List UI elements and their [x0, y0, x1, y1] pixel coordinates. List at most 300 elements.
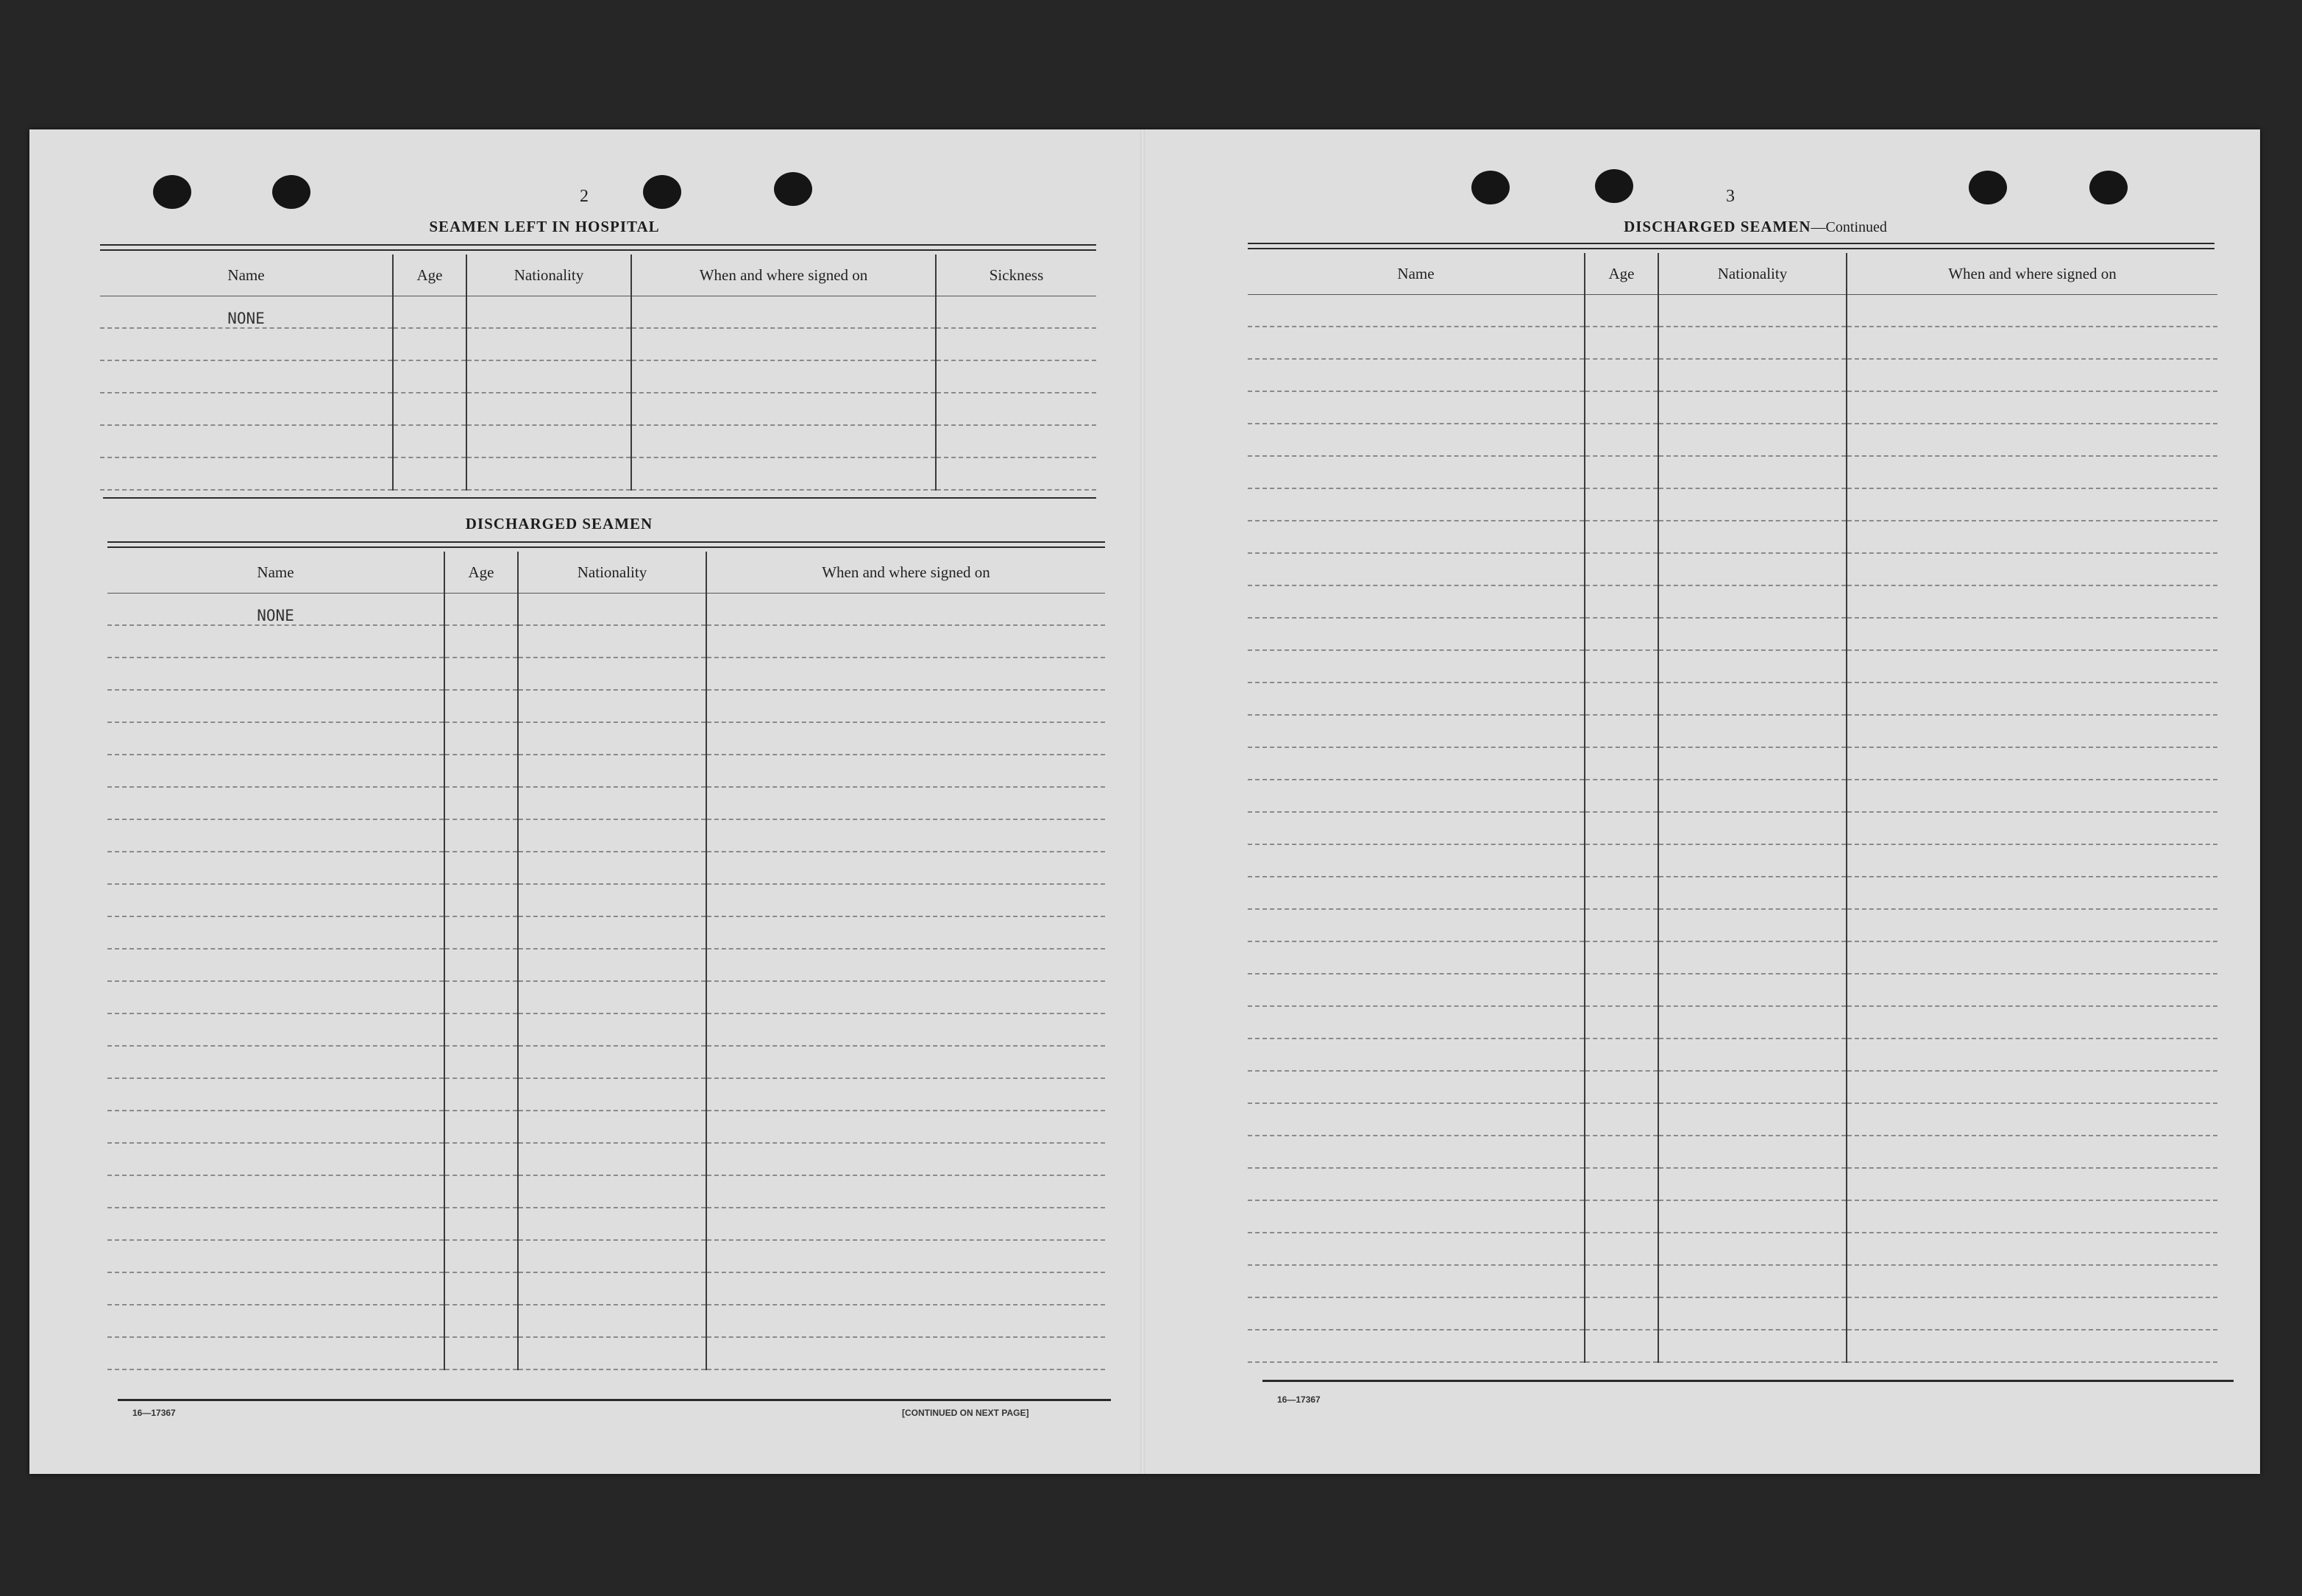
table-cell — [518, 819, 706, 852]
table-cell — [1658, 1071, 1847, 1103]
table-cell — [1585, 618, 1658, 650]
table-cell — [1248, 780, 1585, 812]
bottom-rule — [1262, 1380, 2234, 1382]
table-cell — [1658, 877, 1847, 909]
table-cell — [706, 1078, 1105, 1111]
table-cell — [1248, 553, 1585, 585]
table-cell — [1585, 1330, 1658, 1362]
table-cell — [107, 1111, 444, 1143]
table-cell — [1658, 456, 1847, 488]
table-cell — [1658, 553, 1847, 585]
table-cell — [936, 457, 1096, 490]
table-cell — [518, 1305, 706, 1337]
table-cell — [1248, 941, 1585, 974]
table-row — [1248, 715, 2217, 747]
table-cell — [1585, 327, 1658, 359]
table-cell — [100, 425, 393, 457]
table-row — [1248, 1200, 2217, 1233]
table-cell — [444, 1175, 518, 1208]
table-cell — [444, 787, 518, 819]
table-cell — [107, 625, 444, 658]
table-cell — [1847, 488, 2217, 521]
table-cell — [1248, 1006, 1585, 1039]
table-row — [1248, 1103, 2217, 1136]
table-cell — [1847, 391, 2217, 424]
table-cell — [1658, 1168, 1847, 1200]
page-number: 3 — [1726, 187, 1735, 206]
discharged-continued-table — [1248, 253, 2217, 1363]
table-row — [107, 755, 1105, 787]
punch-hole — [1595, 169, 1633, 203]
table-row — [107, 625, 1105, 658]
table-cell — [1658, 974, 1847, 1006]
table-cell — [1248, 812, 1585, 844]
table-cell — [1658, 747, 1847, 780]
header-row — [100, 254, 1096, 296]
table-cell — [1847, 1103, 2217, 1136]
table-cell — [107, 1337, 444, 1369]
table-cell — [1847, 1330, 2217, 1362]
table-cell — [1585, 1233, 1658, 1265]
table-cell — [466, 393, 631, 425]
table-cell — [518, 884, 706, 916]
table-cell — [518, 949, 706, 981]
table-row — [1248, 974, 2217, 1006]
table-cell — [518, 1272, 706, 1305]
table-cell — [1847, 1200, 2217, 1233]
table-row — [1248, 1297, 2217, 1330]
table-cell — [107, 1175, 444, 1208]
table-cell — [1248, 488, 1585, 521]
table-row — [1248, 747, 2217, 780]
table-cell — [1847, 941, 2217, 974]
table-cell — [444, 1143, 518, 1175]
table-cell — [631, 457, 936, 490]
table-cell — [1585, 1071, 1658, 1103]
table-cell — [1658, 683, 1847, 715]
table-cell — [107, 787, 444, 819]
table-cell — [1248, 1136, 1585, 1168]
table-cell — [706, 949, 1105, 981]
table-row — [1248, 456, 2217, 488]
table-row — [1248, 359, 2217, 391]
table-cell — [1248, 683, 1585, 715]
table-cell — [1847, 909, 2217, 941]
table-cell: NONE — [100, 296, 393, 329]
form-number: 16—17367 — [1277, 1394, 1321, 1405]
table-cell — [107, 1240, 444, 1272]
table-cell — [1847, 1297, 2217, 1330]
table-cell — [444, 1337, 518, 1369]
table-cell — [444, 852, 518, 884]
table-cell — [706, 1305, 1105, 1337]
table-cell — [518, 1046, 706, 1078]
table-cell — [1585, 780, 1658, 812]
table-row — [1248, 1330, 2217, 1362]
table-cell — [518, 658, 706, 690]
table-cell — [706, 658, 1105, 690]
table-cell — [1585, 1103, 1658, 1136]
table-cell — [107, 916, 444, 949]
table-row — [107, 1208, 1105, 1240]
table-cell — [444, 1046, 518, 1078]
table-row — [1248, 812, 2217, 844]
title-text: DISCHARGED SEAMEN — [1624, 218, 1811, 235]
table-cell — [393, 457, 466, 490]
table-cell — [1658, 1233, 1847, 1265]
punch-hole — [1969, 171, 2007, 204]
discharged-continued-title — [1498, 218, 2013, 236]
table-row — [1248, 521, 2217, 553]
bottom-rule — [118, 1399, 1111, 1401]
table-row — [1248, 1006, 2217, 1039]
table-cell — [1248, 715, 1585, 747]
table-cell — [1248, 1103, 1585, 1136]
table-cell — [1847, 553, 2217, 585]
table-row — [100, 457, 1096, 490]
table-cell — [1658, 1006, 1847, 1039]
table-cell — [706, 594, 1105, 626]
table-cell — [518, 1078, 706, 1111]
table-row — [1248, 909, 2217, 941]
column-header: Nationality — [518, 552, 706, 594]
table-cell — [107, 1272, 444, 1305]
table-cell — [518, 722, 706, 755]
table-row — [1248, 780, 2217, 812]
table-cell — [1658, 1200, 1847, 1233]
table-row — [100, 425, 1096, 457]
discharged-table — [107, 552, 1105, 1370]
section-divider — [103, 497, 1096, 499]
table-cell — [518, 690, 706, 722]
table-row — [1248, 1071, 2217, 1103]
table-cell — [631, 296, 936, 329]
header-row — [107, 552, 1105, 594]
table-cell — [1847, 585, 2217, 618]
punch-hole — [774, 172, 812, 206]
punch-hole — [153, 175, 191, 209]
table-cell — [1585, 424, 1658, 456]
table-cell — [936, 296, 1096, 329]
table-cell — [706, 1208, 1105, 1240]
table-cell — [1585, 974, 1658, 1006]
table-cell — [100, 393, 393, 425]
table-cell — [1658, 1330, 1847, 1362]
form-number: 16—17367 — [132, 1408, 176, 1418]
table-cell — [1658, 1265, 1847, 1297]
table-cell — [444, 981, 518, 1013]
table-cell — [518, 755, 706, 787]
table-cell — [444, 1240, 518, 1272]
table-cell — [1847, 1136, 2217, 1168]
table-row — [1248, 683, 2217, 715]
table-row — [1248, 941, 2217, 974]
table-cell — [1658, 1136, 1847, 1168]
table-cell — [1585, 1006, 1658, 1039]
table-cell — [706, 787, 1105, 819]
table-cell — [1658, 715, 1847, 747]
table-row — [1248, 1265, 2217, 1297]
table-cell — [444, 658, 518, 690]
column-header: Age — [444, 552, 518, 594]
table-cell — [107, 1078, 444, 1111]
table-row — [107, 1305, 1105, 1337]
table-cell — [1585, 1265, 1658, 1297]
table-cell — [706, 1175, 1105, 1208]
table-cell — [706, 1272, 1105, 1305]
table-cell — [518, 1111, 706, 1143]
table-row — [107, 1175, 1105, 1208]
column-header: Age — [393, 254, 466, 296]
table-row — [1248, 1039, 2217, 1071]
table-cell — [1847, 650, 2217, 683]
table-cell — [1847, 1168, 2217, 1200]
table-cell — [936, 360, 1096, 393]
table-cell — [1248, 585, 1585, 618]
continued-note: [CONTINUED ON NEXT PAGE] — [902, 1408, 1029, 1418]
table-row — [107, 1046, 1105, 1078]
table-cell — [1585, 844, 1658, 877]
page-number: 2 — [580, 187, 589, 206]
table-cell — [107, 981, 444, 1013]
table-cell — [1585, 1136, 1658, 1168]
table-row — [107, 1337, 1105, 1369]
hospital-section-title: SEAMEN LEFT IN HOSPITAL — [429, 218, 660, 235]
table-cell — [706, 625, 1105, 658]
table-cell — [444, 722, 518, 755]
column-header: When and where signed on — [1847, 253, 2217, 295]
table-cell — [1248, 1330, 1585, 1362]
table-cell — [1585, 521, 1658, 553]
table-cell — [393, 360, 466, 393]
table-cell — [1585, 715, 1658, 747]
table-cell — [1585, 650, 1658, 683]
table-cell — [444, 594, 518, 626]
column-header: When and where signed on — [706, 552, 1105, 594]
table-cell — [1248, 424, 1585, 456]
table-cell — [706, 1240, 1105, 1272]
punch-hole — [1471, 171, 1510, 204]
title-suffix: —Continued — [1811, 219, 1887, 235]
table-row — [1248, 295, 2217, 327]
table-row — [107, 1272, 1105, 1305]
table-cell — [444, 916, 518, 949]
table-cell — [444, 1208, 518, 1240]
table-cell — [1585, 909, 1658, 941]
table-cell — [1658, 941, 1847, 974]
table-cell — [518, 981, 706, 1013]
table-cell — [444, 755, 518, 787]
table-cell — [1585, 877, 1658, 909]
table-cell — [1585, 747, 1658, 780]
table-cell — [706, 1013, 1105, 1046]
table-cell — [1585, 1168, 1658, 1200]
table-cell — [1658, 585, 1847, 618]
table-cell — [107, 658, 444, 690]
column-header: Name — [100, 254, 393, 296]
table-row — [107, 949, 1105, 981]
table-cell — [1658, 327, 1847, 359]
table-cell — [100, 457, 393, 490]
table-cell — [107, 1143, 444, 1175]
table-cell — [1248, 844, 1585, 877]
table-cell — [1585, 359, 1658, 391]
table-cell — [1585, 295, 1658, 327]
table-cell — [1658, 391, 1847, 424]
table-cell — [1248, 295, 1585, 327]
table-row — [1248, 877, 2217, 909]
table-cell — [936, 393, 1096, 425]
table-cell — [1585, 1200, 1658, 1233]
table-row — [107, 1143, 1105, 1175]
discharged-section-title: DISCHARGED SEAMEN — [465, 515, 653, 532]
table-cell — [107, 1046, 444, 1078]
table-cell — [1248, 456, 1585, 488]
table-cell — [1847, 359, 2217, 391]
table-cell — [466, 328, 631, 360]
table-cell — [444, 690, 518, 722]
table-cell — [518, 1337, 706, 1369]
table-cell — [1585, 456, 1658, 488]
table-cell — [518, 1013, 706, 1046]
table-cell — [1248, 327, 1585, 359]
table-cell — [1585, 941, 1658, 974]
table-cell — [518, 1175, 706, 1208]
table-row — [107, 884, 1105, 916]
table-cell — [444, 1111, 518, 1143]
table-cell — [1248, 1233, 1585, 1265]
table-cell — [706, 1337, 1105, 1369]
column-header: Name — [107, 552, 444, 594]
punch-hole — [2089, 171, 2128, 204]
table-row — [1248, 391, 2217, 424]
table-cell — [518, 1208, 706, 1240]
table-row — [1248, 1168, 2217, 1200]
table-cell — [393, 296, 466, 329]
table-cell — [1847, 780, 2217, 812]
title-rule — [107, 541, 1105, 548]
table-cell — [706, 916, 1105, 949]
table-cell — [107, 884, 444, 916]
table-cell — [1658, 780, 1847, 812]
table-cell — [107, 690, 444, 722]
table-cell — [1847, 1039, 2217, 1071]
table-cell — [1658, 1039, 1847, 1071]
table-cell — [444, 949, 518, 981]
table-cell — [1658, 488, 1847, 521]
table-cell — [706, 722, 1105, 755]
table-cell — [706, 1046, 1105, 1078]
table-cell — [1847, 974, 2217, 1006]
table-row — [1248, 844, 2217, 877]
punch-hole — [643, 175, 681, 209]
table-cell — [1658, 812, 1847, 844]
table-cell — [1847, 1071, 2217, 1103]
document-sheet — [29, 129, 2260, 1474]
title-rule — [1248, 243, 2214, 249]
table-row — [107, 852, 1105, 884]
table-cell — [1847, 618, 2217, 650]
table-cell — [518, 916, 706, 949]
table-row — [107, 658, 1105, 690]
table-cell — [1847, 327, 2217, 359]
table-row — [107, 1240, 1105, 1272]
table-cell — [1248, 909, 1585, 941]
table-cell — [1248, 1200, 1585, 1233]
table-row — [100, 296, 1096, 329]
table-cell — [1248, 359, 1585, 391]
table-cell — [631, 425, 936, 457]
table-cell — [1248, 974, 1585, 1006]
table-cell — [1847, 812, 2217, 844]
table-cell — [1847, 456, 2217, 488]
table-cell — [706, 819, 1105, 852]
table-cell — [1658, 1297, 1847, 1330]
table-cell — [1847, 715, 2217, 747]
table-cell — [1248, 1071, 1585, 1103]
table-cell — [444, 625, 518, 658]
table-cell — [1248, 1168, 1585, 1200]
table-cell — [107, 722, 444, 755]
table-cell — [631, 360, 936, 393]
table-row — [1248, 424, 2217, 456]
table-cell — [466, 360, 631, 393]
table-cell — [107, 1208, 444, 1240]
table-cell — [444, 1013, 518, 1046]
punch-hole — [272, 175, 310, 209]
table-cell — [1658, 424, 1847, 456]
table-cell — [706, 755, 1105, 787]
table-cell — [107, 949, 444, 981]
table-cell — [1658, 650, 1847, 683]
table-row — [1248, 1136, 2217, 1168]
table-cell — [1585, 1039, 1658, 1071]
table-cell — [1585, 553, 1658, 585]
table-row — [107, 1078, 1105, 1111]
table-row — [1248, 553, 2217, 585]
table-cell — [1847, 844, 2217, 877]
table-cell — [518, 625, 706, 658]
page-2 — [29, 129, 1133, 1474]
table-cell — [518, 594, 706, 626]
table-cell — [1658, 844, 1847, 877]
table-cell — [1847, 295, 2217, 327]
table-cell — [1847, 877, 2217, 909]
table-cell — [100, 328, 393, 360]
table-row — [1248, 618, 2217, 650]
table-cell — [706, 884, 1105, 916]
table-row — [107, 981, 1105, 1013]
title-rule — [100, 244, 1096, 251]
table-cell — [466, 296, 631, 329]
table-cell — [1847, 683, 2217, 715]
table-cell — [518, 852, 706, 884]
table-cell — [1585, 812, 1658, 844]
table-cell — [706, 852, 1105, 884]
table-cell — [393, 328, 466, 360]
table-cell — [518, 1240, 706, 1272]
table-cell — [107, 819, 444, 852]
table-cell — [518, 787, 706, 819]
table-cell — [518, 1143, 706, 1175]
table-cell — [1847, 1006, 2217, 1039]
table-cell — [1585, 488, 1658, 521]
table-cell — [1585, 683, 1658, 715]
table-cell — [1658, 909, 1847, 941]
table-cell — [1847, 1265, 2217, 1297]
table-cell — [706, 1143, 1105, 1175]
table-cell — [1248, 877, 1585, 909]
